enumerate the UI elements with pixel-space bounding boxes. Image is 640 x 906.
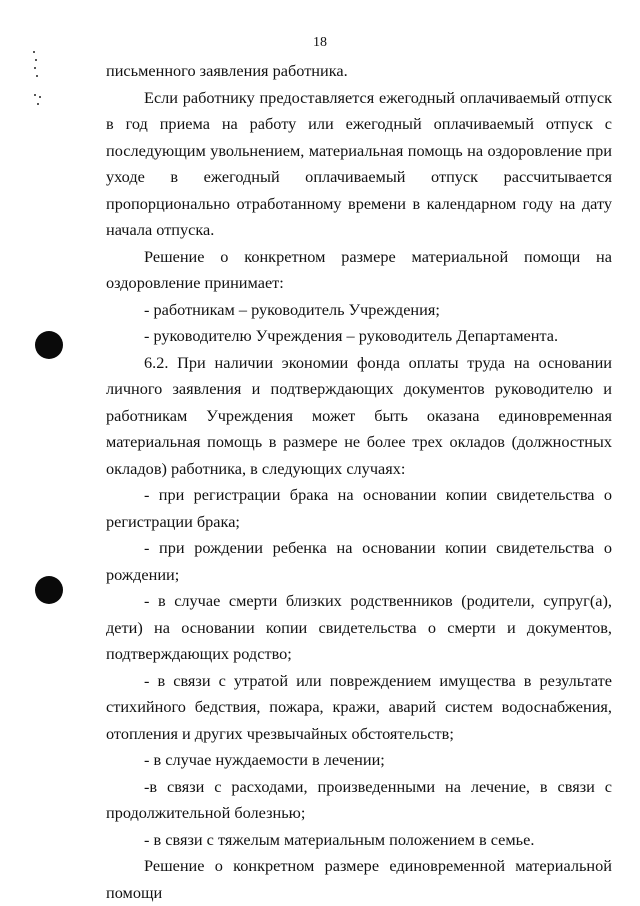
list-item: - в связи с тяжелым материальным положением в семье.	[144, 829, 535, 849]
list-item: - при регистрации брака на основании копии свидетельства о регистрации брака;	[106, 485, 612, 531]
scan-speck	[37, 103, 39, 105]
paragraph: Решение о конкретном размере единовременной материальной помощи	[106, 856, 612, 902]
page-number: 18	[313, 35, 327, 50]
punch-hole	[35, 576, 63, 604]
scan-speck	[39, 96, 41, 98]
scan-speck	[33, 51, 35, 53]
list-item: - в случае смерти близких родственников (родители, супруг(а), дети) на основании копии свидетельства о смерти и документов, подтверждающих родство;	[106, 591, 612, 663]
paragraph: письменного заявления работника.	[106, 61, 348, 80]
scan-speck	[34, 94, 36, 96]
list-item: - в связи с утратой или повреждением имущества в результате стихийного бедствия, пожара, кражи, аварий систем водоснабжения, отопления и других чрезвычайных обстоятельств;	[106, 670, 612, 743]
list-item: - при рождении ребенка на основании копии свидетельства о рождении;	[106, 538, 612, 584]
document-body	[106, 58, 612, 906]
list-item: - работникам – руководитель Учреждения;	[144, 299, 440, 319]
paragraph: Решение о конкретном размере материальной помощи на оздоровление принимает:	[106, 246, 612, 292]
scan-speck	[35, 59, 37, 61]
list-item: -в связи с расходами, произведенными на лечение, в связи с продолжительной болезнью;	[106, 776, 612, 822]
scan-speck	[34, 67, 36, 69]
punch-hole	[35, 331, 63, 359]
paragraph: Если работнику предоставляется ежегодный оплачиваемый отпуск в год приема на работу или ежегодный оплачиваемый отпуск с последующим увольнением, материальная помощь на оздоровление при уходе в ежегодный оплачиваемый отпуск рассчитывается пропорционально отработанному времени в календарном году на дату начала отпуска.	[106, 87, 612, 239]
list-item: - руководителю Учреждения – руководитель Департамента.	[144, 326, 559, 345]
list-item: - в случае нуждаемости в лечении;	[144, 750, 385, 769]
paragraph: 6.2. При наличии экономии фонда оплаты труда на основании личного заявления и подтверждающих документов руководителю и работникам Учреждения может быть оказана единовременная материальная помощь в размере не более трех окладов (должностных окладов) работника, в следующих случаях:	[106, 352, 612, 478]
scan-speck	[36, 75, 38, 77]
